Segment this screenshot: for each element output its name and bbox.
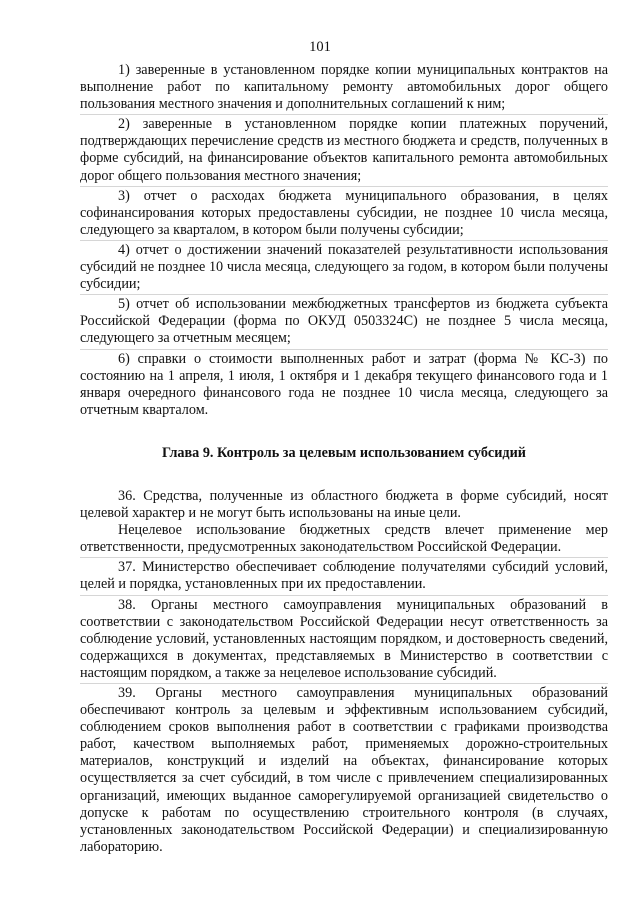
divider (80, 557, 608, 558)
list-item: 4) отчет о достижении значений показателей результативности использования субсидий не позднее 10 числа месяца, следующего за годом, в котором были получены субсидии; (80, 241, 608, 293)
section-paragraph: 36. Средства, полученные из областного бюджета в форме субсидий, носят целевой характер и не могут быть использованы на иные цели. (80, 487, 608, 522)
section-paragraph: 38. Органы местного самоуправления муниципальных образований в соответствии с законодательством Российской Федерации несут ответственность за соблюдение условий, установленных настоящим порядком, и достоверность сведений, содержащихся в документах, представляемых в Министерство в соответствии с настоящим порядком, а также за нецелевое использование субсидий. (80, 596, 608, 681)
list-item: 6) справки о стоимости выполненных работ и затрат (форма № КС-3) по состоянию на 1 апреля, 1 июля, 1 октября и 1 декабря текущего финансового года и 1 января очередного финансового года не позднее 10 числа месяца, следующего за отчетным кварталом. (80, 350, 608, 418)
section-paragraph: Нецелевое использование бюджетных средств влечет применение мер ответственности, предусмотренных законодательством Российской Федерации. (80, 522, 608, 556)
list-item: 2) заверенные в установленном порядке копии платежных поручений, подтверждающих перечисление средств из местного бюджета и средств, полученных в форме субсидий, на финансирование объектов капитального ремонта автомобильных дорог общего пользования местного значения; (80, 116, 608, 184)
chapter-heading: Глава 9. Контроль за целевым использованием субсидий (162, 444, 526, 461)
section-paragraph: 37. Министерство обеспечивает соблюдение получателями субсидий условий, целей и порядка, установленных при их предоставлении. (80, 559, 608, 593)
divider (80, 186, 608, 187)
list-item: 3) отчет о расходах бюджета муниципального образования, в целях софинансирования которых предоставлены субсидии, не позднее 10 числа месяца, следующего за кварталом, в котором были получены субсидии; (80, 187, 608, 238)
page-number: 101 (309, 39, 331, 55)
divider (80, 294, 608, 295)
divider (80, 349, 608, 350)
list-item: 5) отчет об использовании межбюджетных трансфертов из бюджета субъекта Российской Федерации (форма по ОКУД 0503324С) не позднее 5 числа месяца, следующего за отчетным месяцем; (80, 296, 608, 347)
divider (80, 240, 608, 241)
divider (80, 114, 608, 115)
document-body (80, 62, 608, 856)
section-paragraph: 39. Органы местного самоуправления муниципальных образований обеспечивают контроль за целевым и эффективным использованием субсидий, соблюдением сроков выполнения работ в соответствии с графиками производства работ, качеством выполняемых работ, применяемых дорожно-строительных материалов, конструкций и изделий на объектах, финансирование которых осуществляется за счет субсидий, в том числе с привлечением специализированных организаций, имеющих выданное саморегулируемой организацией свидетельство о допуске к работам по осуществлению строительного контроля (в случаях, установленных законодательством Российской Федерации) и специализированную лабораторию. (80, 685, 608, 855)
divider (80, 683, 608, 684)
divider (80, 595, 608, 596)
list-item: 1) заверенные в установленном порядке копии муниципальных контрактов на выполнение работ по капитальному ремонту автомобильных дорог общего пользования местного значения и дополнительных соглашений к ним; (80, 62, 608, 113)
